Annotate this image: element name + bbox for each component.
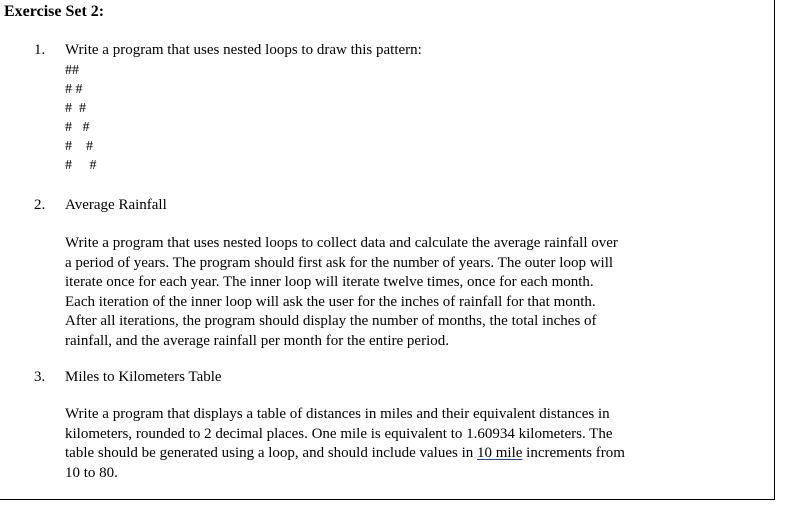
paragraph-line: rainfall, and the average rainfall per month for the entire period. [65,332,449,349]
item-1-number: 1. [34,42,46,58]
line-text-after: increments from [522,445,625,461]
paragraph-line: Each iteration of the inner loop will ask the user for the inches of rainfall for that month. [65,293,596,310]
pattern-line: # # [65,139,93,154]
pattern-line: # # [65,120,90,135]
paragraph-line [65,444,705,464]
pattern-line: # # [65,82,83,97]
item-3-heading: Miles to Kilometers Table [65,369,222,385]
item-3-paragraph [65,405,705,483]
underlined-phrase: 10 mile [477,445,523,461]
pattern-line: # # [65,158,97,173]
page-title: Exercise Set 2: [4,3,105,20]
pattern-line: # # [65,101,86,116]
item-1-text: Write a program that uses nested loops to draw this pattern: [65,42,422,58]
item-2-number: 2. [34,197,46,213]
paragraph-line: iterate once for each year. The inner loop will iterate twelve times, once for each month. [65,274,594,290]
paragraph-line: a period of years. The program should first ask for the number of years. The outer loop will [65,254,614,271]
paragraph-line: Write a program that uses nested loops to collect data and calculate the average rainfall over [65,235,618,251]
pattern-line: ## [65,63,79,78]
item-2-paragraph [65,234,705,351]
paragraph-line: 10 to 80. [65,464,118,481]
paragraph-line: After all iterations, the program should display the number of months, the total inches of [65,313,597,329]
paragraph-line: kilometers, rounded to 2 decimal places. One mile is equivalent to 1.60934 kilometers. The [65,425,613,442]
item-2-heading: Average Rainfall [65,197,167,213]
paragraph-line: Write a program that displays a table of distances in miles and their equivalent distances in [65,406,610,422]
line-text-before: table should be generated using a loop, and should include values in [65,445,477,461]
item-3-number: 3. [34,369,46,385]
